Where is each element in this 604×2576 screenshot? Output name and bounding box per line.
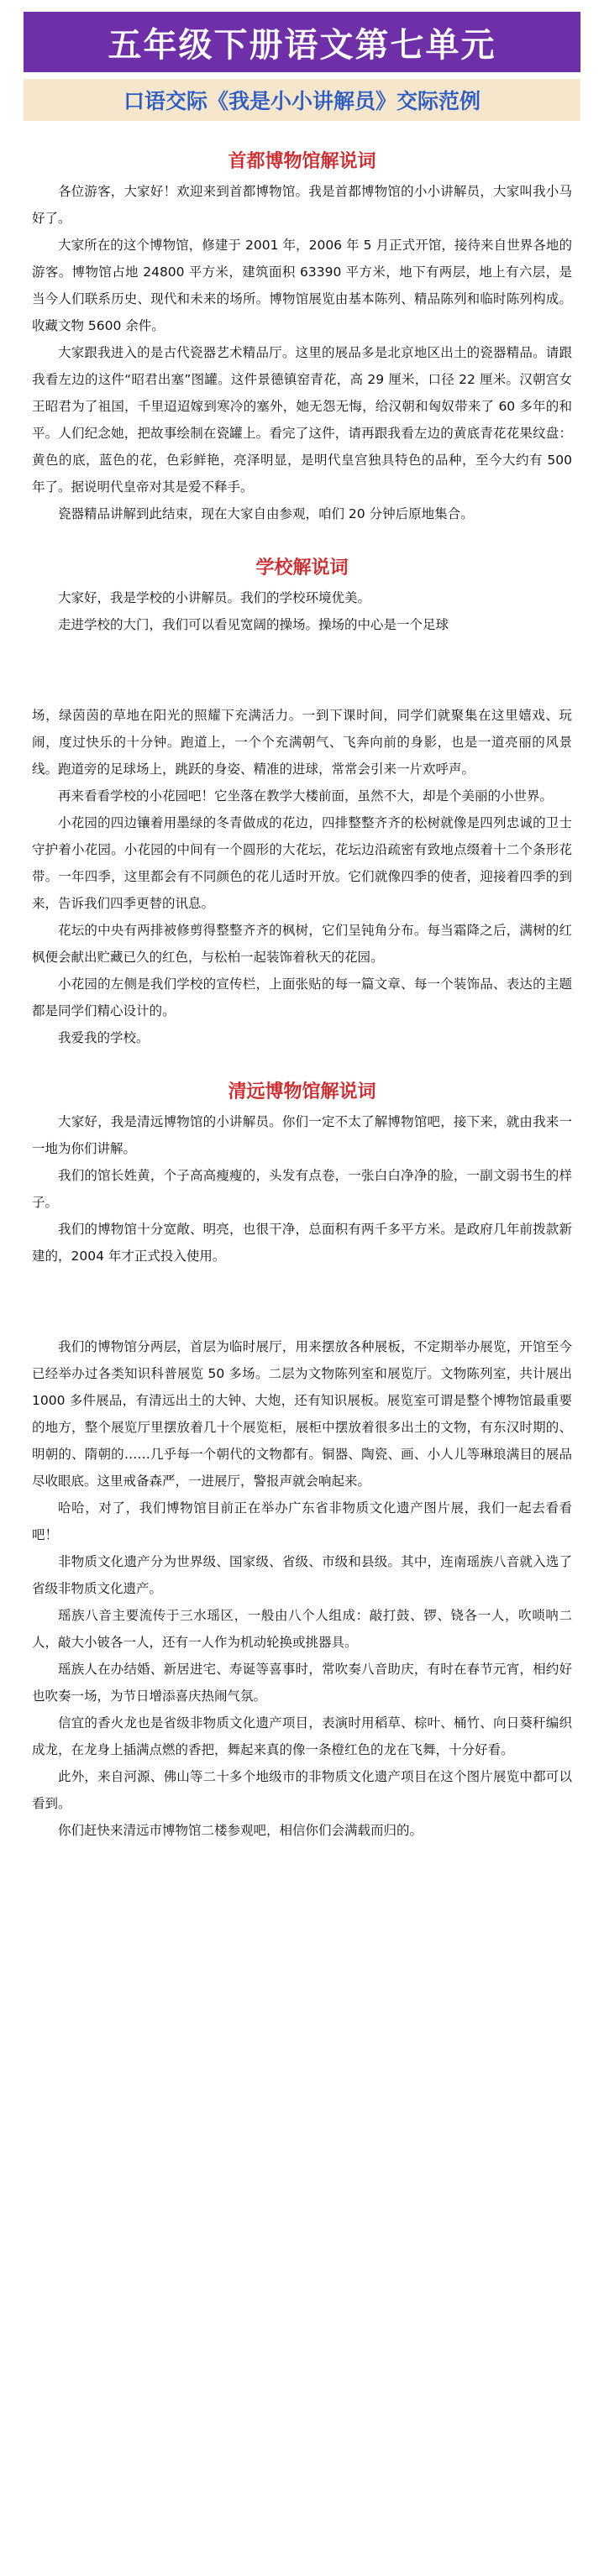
paragraph: 走进学校的大门，我们可以看见宽阔的操场。操场的中心是一个足球 bbox=[58, 617, 449, 632]
paragraph: 我们的馆长姓黄，个子高高瘦瘦的，头发有点卷，一张白白净净的脸，一副文弱书生的样子。 bbox=[32, 1168, 572, 1210]
paragraph: 小花园的四边镶着用墨绿的冬青做成的花边，四排整整齐齐的松树就像是四列忠诚的卫士守护着小花园。小花园的中间有一个圆形的大花坛，花坛边沿疏密有致地点缀着十二个条形花带。一年四季，这里都会有不同颜色的花儿适时开放。它们就像四季的使者，迎接着四季的到来，告诉我们四季更替的讯息。 bbox=[32, 815, 572, 911]
section-title-qingyuan-museum: 清远博物馆解说词 bbox=[228, 1081, 376, 1102]
page bbox=[0, 12, 604, 2576]
paragraph: 再来看看学校的小花园吧！它坐落在教学大楼前面，虽然不大，却是个美丽的小世界。 bbox=[58, 788, 554, 804]
paragraph: 大家好，我是清远博物馆的小讲解员。你们一定不太了解博物馆吧，接下来，就由我来一一地为你们讲解。 bbox=[32, 1114, 572, 1156]
paragraph: 大家跟我进入的是古代瓷器艺术精品厅。这里的展品多是北京地区出土的瓷器精品。请跟我看左边的这件“昭君出塞”图罐。这件景德镇窑青花，高 29 厘米，口径 22 厘米。汉朝宫女王昭君为了祖国，千里迢迢嫁到寒冷的塞外，她无怨无悔，给汉朝和匈奴带来了 60 多年的和平。人们纪念她，把故事绘制在瓷罐上。看完了这件，请再跟我看左边的黄底青花花果纹盘：黄色的底，蓝色的花，色彩鲜艳，亮泽明显，是明代皇宫独具特色的品种，至今大约有 500 年了。据说明代皇帝对其是爱不释手。 bbox=[32, 345, 572, 495]
paragraph: 你们赶快来清远市博物馆二楼参观吧，相信你们会满载而归的。 bbox=[58, 1823, 423, 1838]
paragraph: 我们的博物馆分两层，首层为临时展厅，用来摆放各种展板，不定期举办展览，开馆至今已经举办过各类知识科普展览 50 多场。二层为文物陈列室和展览厅。文物陈列室，共计展出 1000 多件展品，有清远出土的大钟、大炮，还有知识展板。展览室可谓是整个博物馆最重要的地方，整个展览厅里摆放着几十个展览柜，展柜中摆放着很多出土的文物，有东汉时期的、明朝的、隋朝的……几乎每一个朝代的文物都有。铜器、陶瓷、画、小人儿等琳琅满目的展品尽收眼底。这里戒备森严，一进展厅，警报声就会响起来。 bbox=[32, 1339, 572, 1489]
paragraph: 瓷器精品讲解到此结束，现在大家自由参观，咱们 20 分钟后原地集合。 bbox=[58, 506, 474, 521]
paragraph: 花坛的中央有两排被修剪得整整齐齐的枫树，它们呈钝角分布。每当霜降之后，满树的红枫便会献出贮藏已久的红色，与松柏一起装饰着秋天的花园。 bbox=[32, 923, 572, 965]
paragraph: 瑶族人在办结婚、新居进宅、寿诞等喜事时，常吹奏八音助庆，有时在春节元宵，相约好也吹奏一场，为节日增添喜庆热闹气氛。 bbox=[32, 1662, 572, 1704]
page-subtitle: 口语交际《我是小小讲解员》交际范例 bbox=[24, 79, 580, 121]
paragraph: 非物质文化遗产分为世界级、国家级、省级、市级和县级。其中，连南瑶族八音就入选了省级非物质文化遗产。 bbox=[32, 1554, 572, 1596]
paragraph: 大家所在的这个博物馆，修建于 2001 年，2006 年 5 月正式开馆，接待来自世界各地的游客。博物馆占地 24800 平方米，建筑面积 63390 平方米，地下有两层，地上有六层，是当今人们联系历史、现代和未来的场所。博物馆展览由基本陈列、精品陈列和临时陈列构成。收藏文物 5600 余件。 bbox=[32, 238, 572, 333]
paragraph: 瑶族八音主要流传于三水瑶区，一般由八个人组成：敲打鼓、锣、铙各一人，吹唢呐二人，敲大小铍各一人，还有一人作为机动轮换或挑器具。 bbox=[32, 1608, 572, 1650]
paragraph: 大家好，我是学校的小讲解员。我们的学校环境优美。 bbox=[58, 590, 371, 605]
paragraph: 哈哈，对了，我们博物馆目前正在举办广东省非物质文化遗产图片展，我们一起去看看吧！ bbox=[32, 1500, 572, 1542]
paragraph: 信宜的香火龙也是省级非物质文化遗产项目，表演时用稻草、棕叶、桶竹、向日葵秆编织成龙，在龙身上插满点燃的香把，舞起来真的像一条橙红色的龙在飞舞，十分好看。 bbox=[32, 1715, 572, 1757]
paragraph: 此外，来自河源、佛山等二十多个地级市的非物质文化遗产项目在这个图片展览中都可以看到。 bbox=[32, 1769, 572, 1811]
paragraph: 各位游客，大家好！欢迎来到首都博物馆。我是首都博物馆的小小讲解员，大家叫我小马好了。 bbox=[32, 184, 572, 226]
paragraph: 我爱我的学校。 bbox=[58, 1030, 150, 1045]
paragraph: 我们的博物馆十分宽敞、明亮，也很干净，总面积有两千多平方米。是政府几年前拨款新建的，2004 年才正式投入使用。 bbox=[32, 1222, 572, 1264]
page-title: 五年级下册语文第七单元 bbox=[24, 12, 580, 72]
document-body bbox=[0, 121, 604, 1844]
section-title-school: 学校解说词 bbox=[255, 558, 349, 579]
paragraph: 小花园的左侧是我们学校的宣传栏，上面张贴的每一篇文章、每一个装饰品、表达的主题都是同学们精心设计的。 bbox=[32, 976, 572, 1018]
paragraph: 场，绿茵茵的草地在阳光的照耀下充满活力。一到下课时间，同学们就聚集在这里嬉戏、玩闹，度过快乐的十分钟。跑道上，一个个充满朝气、飞奔向前的身影，也是一道亮丽的风景线。跑道旁的足球场上，跳跃的身姿、精准的进球，常常会引来一片欢呼声。 bbox=[32, 708, 572, 777]
section-title-capital-museum: 首都博物馆解说词 bbox=[228, 151, 376, 172]
